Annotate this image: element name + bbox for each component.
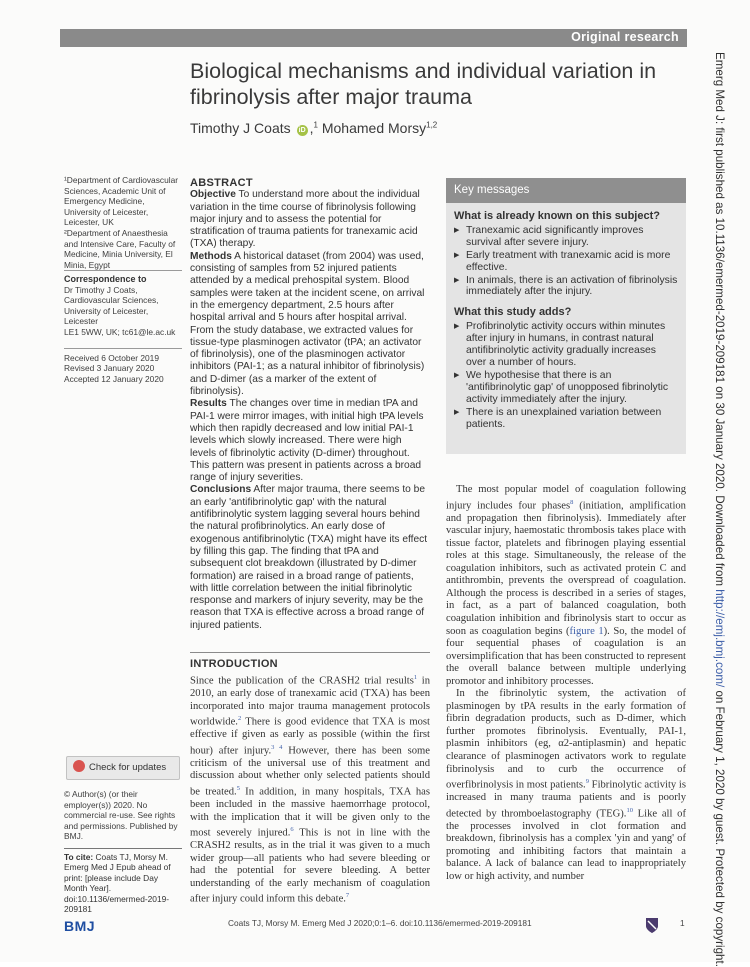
affiliations bbox=[64, 175, 182, 270]
cite-text: Coats TJ, Morsy M. Emerg Med J Epub ahead of print: [please include Day Month Year]. doi:10.1136/emermed-2019-209181 bbox=[64, 852, 171, 915]
section-badge bbox=[60, 29, 687, 47]
cite-label: To cite: bbox=[64, 852, 94, 862]
abstract-methods: Methods A historical dataset (from 2004) was used, consisting of samples from 52 injured patients attended by a medical prehospital system. Blood samples were taken at the incident scene, on arrival in the emergency department, 2.5 hours after hospital arrival and 5 hours after hospital arrival. From the study database, we extracted values for tissue-type plasminogen activator (tPA; an activator of fibrinolysis), one of the plasminogen activator inhibitors (PAI-1; as a natural inhibitor of fibrinolysis) and D-dimer (as a marker of the extent of fibrinolysis). bbox=[190, 250, 425, 398]
reference-link[interactable]: 3 4 bbox=[271, 743, 283, 751]
figure-link[interactable]: figure 1 bbox=[569, 625, 604, 637]
correspondence-line[interactable]: LE1 5WW, UK; tc61@le.ac.uk bbox=[64, 326, 176, 337]
author-affiliation-ref: 1,2 bbox=[426, 120, 438, 130]
publisher-shield-icon bbox=[645, 917, 659, 934]
affiliation: ²Department of Anaesthesia and Intensive Care, Faculty of Medicine, Minia University, El Minia, Egypt bbox=[64, 227, 176, 270]
key-messages-heading: Key messages bbox=[446, 178, 686, 203]
reference-link[interactable]: 9 bbox=[585, 778, 589, 786]
date-received: Received 6 October 2019 bbox=[64, 352, 159, 363]
author-line: Timothy J Coats iD ,$^1$ Mohamed Morsy$^{1,2}$ bbox=[190, 120, 438, 136]
abstract bbox=[190, 177, 430, 632]
key-bullet: ▶ Tranexamic acid significantly improves survival after severe injury. bbox=[454, 225, 678, 249]
reference-link[interactable]: 1 bbox=[413, 674, 418, 681]
correspondence-line: University of Leicester, Leicester bbox=[64, 305, 149, 327]
reference-link[interactable]: 10 bbox=[626, 806, 633, 814]
body-right-column bbox=[446, 484, 686, 884]
date-accepted: Accepted 12 January 2020 bbox=[64, 373, 164, 384]
key-question: What this study adds? bbox=[454, 306, 572, 319]
introduction-text: Since the publication of the CRASH2 trial results$^1$ in 2010, an early dose of tranexamic acid (TXA) has been incorporated into major trauma management protocols worldwide.$^2$ There is good evidence that TXA is most effective if given as early as possible (within the first hour) after injury.$^{3 4}$ However, there has been some criticism of the universal use of this treatment and discussion about whether only selected patients should be treated.$^5$ In addition, in many hospitals, TXA has been included in the massive haemorrhage protocol, with the implication that it will be given only to the most severely injured.$^6$ This is not in line with the CRASH2 results, as in the trial it was given to a much wider group—all patients who had severe bleeding or had the potential for severe bleeding. A better understanding of the early mechanism of coagulation after injury could inform this debate.$^7$ bbox=[190, 674, 430, 905]
check-for-updates-label: Check for updates bbox=[89, 762, 167, 773]
key-messages-box bbox=[446, 178, 686, 454]
author-name[interactable]: Mohamed Morsy bbox=[321, 120, 427, 136]
check-for-updates-button[interactable] bbox=[66, 756, 180, 780]
correspondence-line: Cardiovascular Sciences, bbox=[64, 295, 159, 306]
cite-box bbox=[64, 848, 182, 914]
key-bullet: ▶ In animals, there is an activation of fibrinolysis immediately after the injury. bbox=[454, 275, 678, 299]
correspondence-block bbox=[64, 270, 182, 384]
abstract-conclusions: Conclusions After major trauma, there seems to be an early 'antifibrinolytic gap' with the natural antifibrinolytic system lagging several hours behind the natural profibrinolytics. An early dose of exogenous antifibrinolytic (TXA) might have its effect by filling this gap. The finding that tPA and subsequent clot breakdown (illustrated by D-dimer formation) are raised in a broad range of patients, with little correlation between the initial fibrinolytic response and markers of injury severity, may be the reason that TXA is effective across a broad range of injured patients. bbox=[190, 484, 428, 631]
page-number: 1 bbox=[680, 918, 685, 928]
author-affiliation-ref: 1 bbox=[313, 120, 318, 130]
section-divider bbox=[190, 652, 430, 653]
body-paragraph: The most popular model of coagulation following injury includes four phases$^8$ (initiation, amplification and propagation then fibrinolysis). Immediately after vascular injury, haemostatic thrombosis takes place with tissue factor, platelets and fibrinogen playing essential roles at this stage. Simultaneously, the release of the coagulation inhibitors, such as activated protein C and antithrombin, prevents the overspread of coagulation. Although the process is described in a series of stages, in fact, as a part of balanced coagulation, both coagulation inhibition and fibrinolysis start to occur as soon as coagulation begins (figure 1). So, the model of four sequential phases of coagulation is an oversimplification that has been constructed to represent the overall balance between multiple underlying promotor and inhibitory processes. bbox=[446, 484, 686, 687]
date-revised: Revised 3 January 2020 bbox=[64, 363, 155, 374]
introduction-heading: INTRODUCTION bbox=[190, 658, 278, 670]
footer-citation: Coats TJ, Morsy M. Emerg Med J 2020;0:1–6. doi:10.1136/emermed-2019-209181 bbox=[228, 918, 532, 928]
abstract-heading: ABSTRACT bbox=[190, 177, 253, 189]
orcid-icon[interactable]: iD bbox=[298, 127, 306, 134]
journal-url-link[interactable]: http://emj.bmj.com/ bbox=[713, 589, 726, 688]
key-bullet: ▶ There is an unexplained variation between patients. bbox=[454, 407, 678, 431]
author-name[interactable]: Timothy J Coats bbox=[190, 120, 291, 136]
body-paragraph: In the fibrinolytic system, the activation of plasminogen by tPA results in the early formation of fibrin degradation products, such as D-dimer, which further promotes fibrinolysis. Eventually, PAI-1, plasmin inhibitors (eg, α2-antiplasmin) and hepatic clearance of plasminogen activators work to regulate fibrinolysis and to curb the occurrence of overfibrinolysis in most patients.$^9$ Fibrinolytic activity is increased in many trauma patients and is poorly detected by thromboelastography (TEG).$^{10}$ Like all of the processes involved in clot formation and breakdown, fibrinolysis has a complex 'yin and yang' of promoting and inhibiting factors that maintain a balance. A lack of balance can lead to inappropriately low or high activity, and number bbox=[446, 688, 686, 882]
article-title: Biological mechanisms and individual variation in fibrinolysis after major trauma bbox=[190, 59, 657, 109]
affiliation: ¹Department of Cardiovascular Sciences, Academic Unit of Emergency Medicine, University of Leicester, Leicester, UK bbox=[64, 175, 179, 228]
abstract-results: Results The changes over time in median tPA and PAI-1 were mirror images, with initial high tPA levels which then rapidly decreased and low initial PAI-1 levels which slowly increased. There were high levels of fibrinolytic activity (D-dimer) throughout. This pattern was present in patients across a broad range of injury severities. bbox=[190, 398, 424, 484]
reference-link[interactable]: 2 bbox=[237, 715, 242, 723]
copyright-notice: © Author(s) (or their employer(s)) 2020. No commercial re-use. See rights and permissions. Published by BMJ. bbox=[64, 789, 178, 842]
reference-link[interactable]: 5 bbox=[236, 784, 240, 792]
abstract-objective: Objective To understand more about the individual variation in the time course of fibrinolysis following major injury and to assess the potential for stratification of trauma patients for tranexamic acid (TXA) therapy. bbox=[190, 189, 420, 250]
reference-link[interactable]: 6 bbox=[290, 826, 294, 834]
bmj-logo: BMJ bbox=[64, 918, 96, 934]
check-updates-icon bbox=[73, 760, 85, 772]
key-bullet: ▶ Profibrinolytic activity occurs within minutes after injury in humans, in contrast natural antifibrinolytic activity gradually increases over a number of hours. bbox=[454, 321, 678, 369]
reference-link[interactable]: 8 bbox=[570, 498, 574, 506]
key-question: What is already known on this subject? bbox=[454, 210, 660, 222]
section-badge-label: Original research bbox=[571, 30, 679, 44]
key-bullet: ▶ We hypothesise that there is an 'antifibrinolytic gap' of unopposed fibrinolytic activity immediately after the injury. bbox=[454, 370, 678, 406]
key-bullet: ▶ Early treatment with tranexamic acid is more effective. bbox=[454, 250, 678, 274]
vertical-download-note: Emerg Med J: first published as 10.1136/emermed-2019-209181 on 30 January 2020. Downloaded from http://emj.bmj.com/ on February 1, 2020 by guest. Protected by copyright. bbox=[713, 52, 726, 967]
reference-link[interactable]: 7 bbox=[345, 892, 350, 900]
correspondence-line: Dr Timothy J Coats, bbox=[64, 284, 138, 295]
correspondence-heading: Correspondence to bbox=[64, 274, 147, 284]
